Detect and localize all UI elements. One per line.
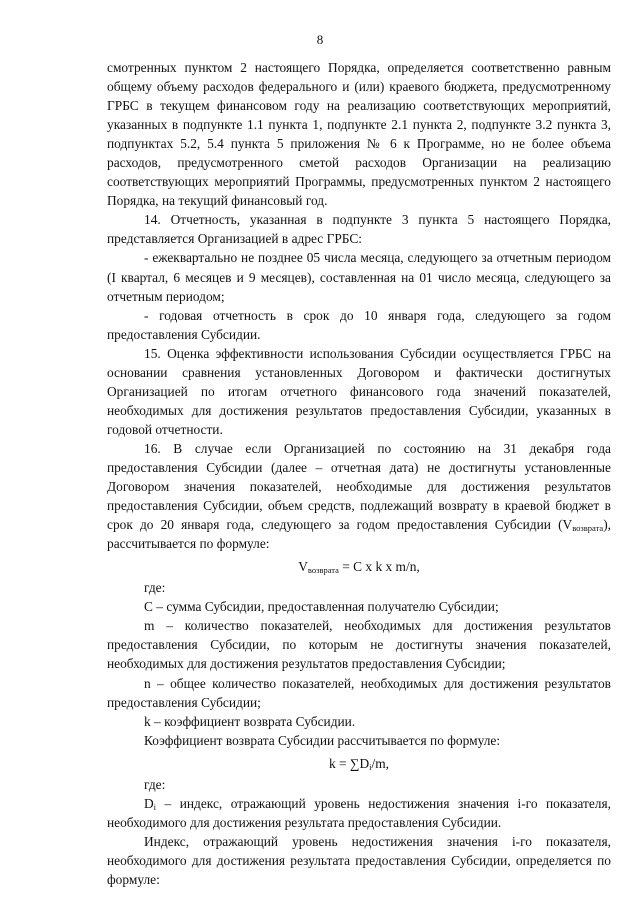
formula-2-subscript: i [369,761,372,772]
paragraph-14: 14. Отчетность, указанная в подпункте 3 пункта 5 настоящего Порядка, представляется Организацией в адрес ГРБС: [107,212,611,247]
formula-2-post: /m, [371,755,390,771]
paragraph-14-item-a: - ежеквартально не позднее 05 числа месяца, следующего за отчетным периодом (I квартал, 6 месяцев и 9 месяцев), составленная на 01 число месяца, следующего за отчетным периодом; [107,250,611,304]
coefficient-intro: Коэффициент возврата Субсидии рассчитывается по формуле: [144,732,501,748]
definition-d [107,794,611,832]
formula-1-v: V [298,559,308,575]
definition-k: k – коэффициент возврата Субсидии. [144,713,356,729]
formula-return-volume [107,557,611,576]
definition-d-pre: D [144,795,154,811]
where-label-2: где: [144,776,166,792]
paragraph-14-item-b: - годовая отчетность в срок до 10 января года, следующего за годом предоставления Субсидии. [107,307,611,342]
document-body [107,58,611,889]
paragraph-16 [107,439,611,553]
definition-m: m – количество показателей, необходимых для достижения результатов предоставления Субсидии, по которым не достигнуты значения показателей, необходимых для достижения результатов предоставления Субсидии; [107,618,611,672]
definition-d-post: – индекс, отражающий уровень недостижения значения i-го показателя, необходимого для достижения результата предоставления Субсидии. [107,795,611,830]
page-number: 8 [316,32,324,47]
definition-d-subscript: i [153,801,157,812]
definition-c: C – сумма Субсидии, предоставленная получателю Субсидии; [144,599,499,615]
paragraph-16-tail: ), рассчитывается по формуле: [107,517,611,552]
definition-n: n – общее количество показателей, необходимых для достижения результатов предоставления Субсидии; [107,675,611,710]
formula-1-subscript: возврата [307,565,339,576]
paragraph-16-text: 16. В случае если Организацией по состоянию на 31 декабря года предоставления Субсидии (далее – отчетная дата) не достигнуты установленные Договором значения показателей, необходимые для достижения результатов предоставления Субсидии, объем средств, подлежащий возврату в краевой бюджет в срок до 20 января года, следующего за годом предоставления Субсидии (V [107,440,611,533]
formula-2-pre: k = ∑D [328,755,370,771]
index-intro: Индекс, отражающий уровень недостижения значения i-го показателя, необходимого для достижения результата предоставления Субсидии, определяется по формуле: [107,833,611,887]
formula-coefficient [107,754,611,773]
where-label-1: где: [144,580,166,596]
paragraph-intro: смотренных пунктом 2 настоящего Порядка, определяется соответственно равным общему объему расходов федерального и (или) краевого бюджета, предусмотренному ГРБС в текущем финансовом году на реализацию соответствующих мероприятий, указанных в подпункте 1.1 пункта 1, подпункте 2.1 пункта 2, подпункте 3.2 пункта 3, подпунктах 5.2, 5.4 пункта 5 приложения № 6 к Программе, но не более объема расходов, предусмотренного сметой расходов Организации на реализацию соответствующих мероприятий Программы, предусмотренных пунктом 2 настоящего Порядка, на текущий финансовый год. [107,60,611,209]
formula-1-rest: = C x k x m/n, [338,559,420,575]
paragraph-15: 15. Оценка эффективности использования Субсидии осуществляется ГРБС на основании сравнения установленных Договором и фактически достигнутых Организацией по итогам отчетного финансового года значений показателей, необходимых для достижения результатов предоставления Субсидии, указанных в годовой отчетности. [107,345,611,437]
paragraph-16-subscript: возврата [572,523,604,534]
